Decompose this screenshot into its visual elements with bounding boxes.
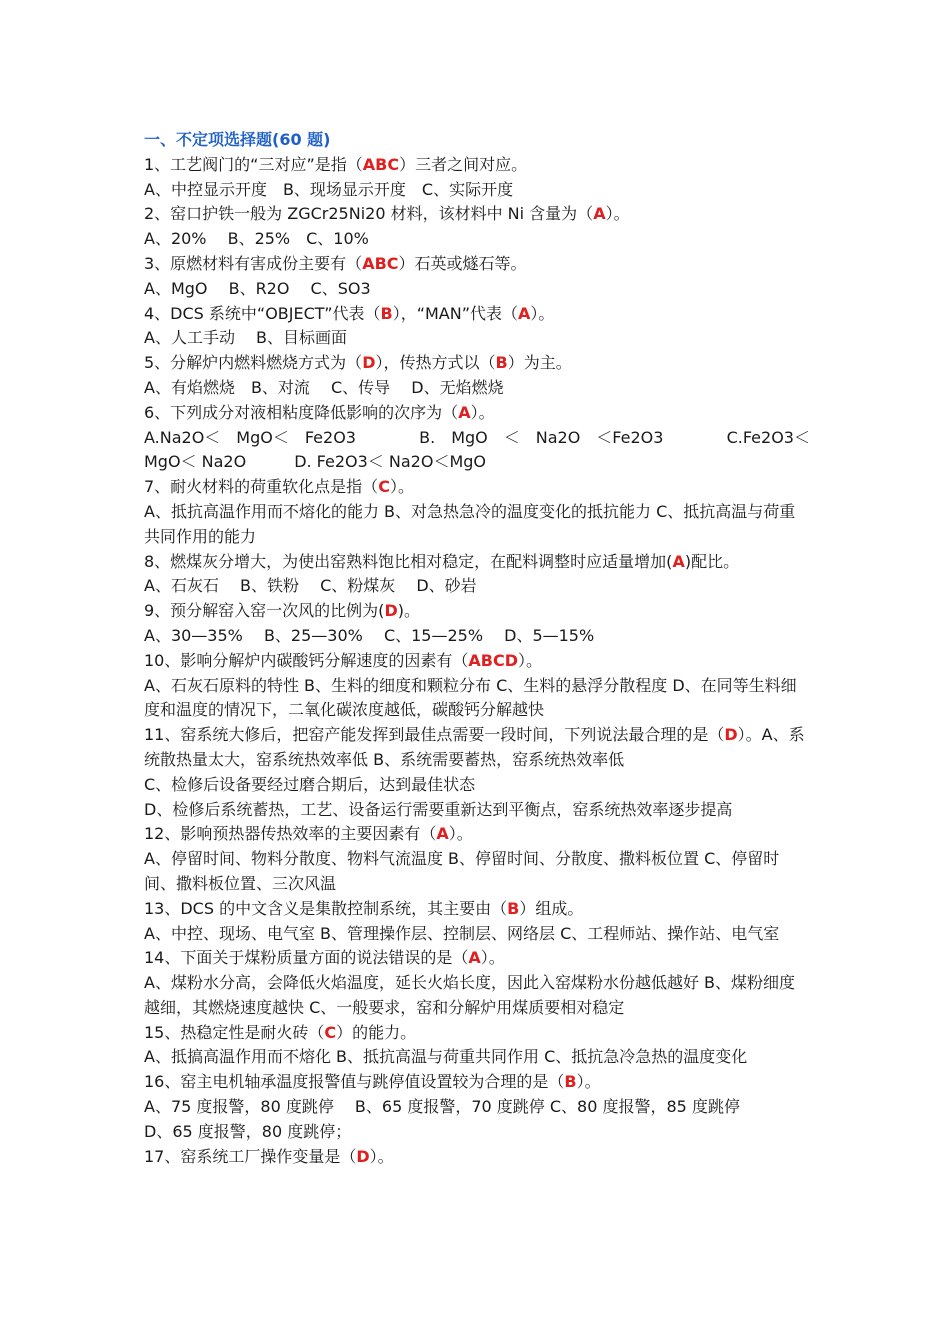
answer-options: A、30—35% B、25—30% C、15—25% D、5—15% (144, 625, 595, 645)
answer-options: A、人工手动 B、目标画面 (144, 328, 348, 348)
question-stem: )。 (397, 601, 420, 621)
question-stem: ）。 (389, 477, 414, 497)
question-stem: ）石英或燧石等。 (398, 253, 527, 273)
question-text (144, 1070, 810, 1095)
document-page (144, 128, 810, 1169)
answer-key: D (356, 1146, 370, 1166)
question-stem: ）。 (530, 303, 555, 323)
question-stem: ）。 (517, 650, 542, 670)
question-stem: 8、燃煤灰分增大，为使出窑熟料饱比相对稳定，在配料调整时应适量增加( (144, 551, 673, 571)
answer-key: A (518, 303, 531, 323)
answer-key: A (436, 824, 449, 844)
answer-key: B (507, 898, 520, 918)
question-stem: ）三者之间对应。 (399, 154, 528, 174)
answer-options: A、停留时间、物料分散度、物料气流温度 B、停留时间、分散度、撒料板位置 C、停留时间、撒料板位置、三次风温 (144, 849, 780, 893)
question-text (144, 1145, 810, 1170)
question-text (144, 599, 810, 624)
answer-key: A (458, 402, 471, 422)
answer-options: A、MgO B、R2O C、SO3 (144, 278, 371, 298)
question-text (144, 897, 810, 922)
question-stem: 3、原燃材料有害成份主要有（ (144, 253, 363, 273)
answer-options: A、中控显示开度 B、现场显示开度 C、实际开度 (144, 179, 514, 199)
answer-key: B (380, 303, 393, 323)
question-stem: 10、影响分解炉内碳酸钙分解速度的因素有（ (144, 650, 469, 670)
answer-key: ABCD (468, 650, 518, 670)
answer-key: B (564, 1072, 577, 1092)
question-stem: ）。 (369, 1146, 394, 1166)
answer-options (144, 426, 810, 451)
answer-options: A、抵抗高温作用而不熔化的能力 B、对急热急冷的温度变化的抵抗能力 C、抵抗高温与荷重共同作用的能力 (144, 501, 796, 546)
answer-key: D (384, 601, 398, 621)
question-stem: ）的能力。 (336, 1022, 417, 1042)
question-stem: ）。 (480, 948, 505, 968)
answer-key: B (495, 353, 508, 373)
answer-key: A (468, 948, 481, 968)
question-stem: )配比。 (684, 551, 740, 571)
answer-options: A、石灰石 B、铁粉 C、粉煤灰 D、砂岩 (144, 576, 477, 596)
question-text (144, 153, 810, 178)
question-stem: 14、下面关于煤粉质量方面的说法错误的是（ (144, 948, 469, 968)
answer-key: ABC (362, 154, 400, 174)
question-text (144, 550, 810, 575)
answer-key: D (724, 725, 738, 745)
question-stem: ）为主。 (507, 353, 572, 373)
question-text (144, 723, 810, 773)
answer-option: A.Na2O＜ MgO＜ Fe2O3 (144, 427, 356, 447)
question-stem: 9、预分解窑入窑一次风的比例为( (144, 601, 385, 621)
question-stem: 13、DCS 的中文含义是集散控制系统，其主要由（ (144, 898, 508, 918)
question-stem: ）。 (470, 402, 495, 422)
answer-options: A、煤粉水分高，会降低火焰温度，延长火焰长度，因此入窑煤粉水份越低越好 B、煤粉细度越细，其燃烧速度越快 C、一般要求，窑和分解炉用煤质要相对稳定 (144, 973, 796, 1017)
question-text (144, 475, 810, 500)
answer-options: D、65 度报警，80 度跳停； (144, 1121, 352, 1141)
question-text (144, 649, 810, 674)
answer-key: D (362, 353, 376, 373)
question-text (144, 946, 810, 971)
question-stem: 1、工艺阀门的“三对应”是指（ (144, 154, 363, 174)
question-text (144, 202, 810, 227)
question-text (144, 822, 810, 847)
question-stem: 4、DCS 系统中“OBJECT”代表（ (144, 303, 381, 323)
answer-key: A (593, 204, 606, 224)
question-stem: 11、窑系统大修后，把窑产能发挥到最佳点需要一段时间，下列说法最合理的是（ (144, 725, 725, 745)
section-heading: 一、不定项选择题(60 题) (144, 130, 331, 149)
question-stem: ）。 (605, 204, 630, 224)
question-stem: 5、分解炉内燃料燃烧方式为（ (144, 353, 363, 373)
question-stem: ），传热方式以（ (375, 353, 496, 373)
question-text (144, 1021, 810, 1046)
question-stem: 17、窑系统工厂操作变量是（ (144, 1146, 357, 1166)
question-stem: ）。A、系统散热量太大，窑系统热效率低 B、系统需要蓄热，窑系统热效率低 (144, 725, 805, 769)
answer-options: A、抵搞高温作用而不熔化 B、抵抗高温与荷重共同作用 C、抵抗急冷急热的温度变化 (144, 1047, 748, 1067)
question-stem: ）组成。 (519, 898, 584, 918)
question-stem: ）。 (576, 1072, 601, 1092)
answer-options: A、中控、现场、电气室 B、管理操作层、控制层、网络层 C、工程师站、操作站、电气室 (144, 923, 780, 943)
question-stem: 16、窑主电机轴承温度报警值与跳停值设置较为合理的是（ (144, 1072, 565, 1092)
question-text (144, 252, 810, 277)
answer-key: ABC (362, 253, 399, 273)
answer-key: A (672, 551, 685, 571)
question-stem: 7、耐火材料的荷重软化点是指（ (144, 477, 379, 497)
question-list (144, 153, 810, 1170)
answer-options: A、20% B、25% C、10% (144, 229, 369, 249)
question-text (144, 401, 810, 426)
question-text (144, 351, 810, 376)
answer-options: A、75 度报警，80 度跳停 B、65 度报警，70 度跳停 C、80 度报警，85 度跳停 (144, 1097, 740, 1117)
answer-options: A、石灰石原料的特性 B、生料的细度和颗粒分布 C、生料的悬浮分散程度 D、在同等生料细度和温度的情况下，二氧化碳浓度越低，碳酸钙分解越快 (144, 675, 797, 720)
answer-key: C (324, 1022, 337, 1042)
question-stem: 15、热稳定性是耐火砖（ (144, 1022, 325, 1042)
question-stem: 2、窑口护铁一般为 ZGCr25Ni20 材料，该材料中 Ni 含量为（ (144, 204, 594, 224)
question-stem: ），“MAN”代表（ (392, 303, 519, 323)
question-stem: ）。 (448, 824, 473, 844)
answer-option: C.Fe2O3＜ (726, 427, 810, 447)
answer-options: A、有焰燃烧 B、对流 C、传导 D、无焰燃烧 (144, 377, 504, 397)
question-stem: 12、影响预热器传热效率的主要因素有（ (144, 824, 437, 844)
answer-options: C、检修后设备要经过磨合期后，达到最佳状态 (144, 774, 476, 794)
answer-options: MgO＜ Na2O D. Fe2O3＜ Na2O＜MgO (144, 452, 486, 472)
answer-options: D、检修后系统蓄热，工艺、设备运行需要重新达到平衡点，窑系统热效率逐步提高 (144, 799, 733, 819)
answer-option: B. MgO ＜ Na2O ＜Fe2O3 (419, 427, 664, 447)
question-text (144, 302, 810, 327)
answer-key: C (378, 477, 390, 497)
question-stem: 6、下列成分对液相粘度降低影响的次序为（ (144, 402, 459, 422)
